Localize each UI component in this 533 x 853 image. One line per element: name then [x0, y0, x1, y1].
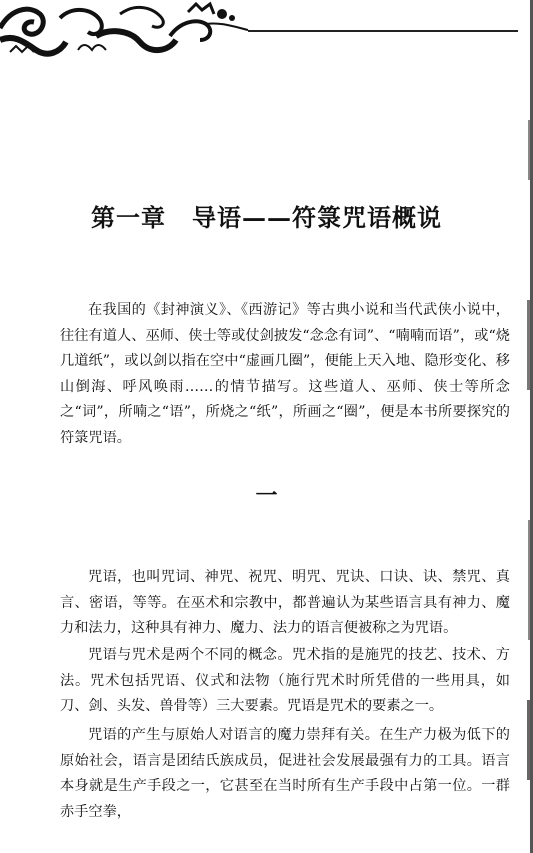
header-rule — [248, 30, 518, 32]
chapter-title — [0, 198, 533, 233]
section-marker: 一 — [255, 483, 278, 509]
chapter-number: 第一章 — [91, 203, 166, 233]
intro-paragraph: 在我国的《封神演义》、《西游记》等古典小说和当代武侠小说中，往往有道人、巫师、侠士等或仗剑披发“念念有词”、“喃喃而语”，或“烧几道纸”，或以剑以指在空中“虚画几圈”，便能上天入地、隐形变化、移山倒海、呼风唤雨……的情节描写。这些道人、巫师、侠士等所念之“词”，所喃之“语”，所烧之“纸”，所画之“圈”，便是本书所要探究的符箓咒语。 — [60, 302, 510, 446]
body-paragraph: 咒语与咒术是两个不同的概念。咒术指的是施咒的技艺、技术、方法。咒术包括咒语、仪式和法物（施行咒术时所凭借的一些用具，如刀、剑、头发、兽骨等）三大要素。咒语是咒术的要素之一。 — [60, 647, 510, 714]
dragon-ornament-icon — [0, 0, 250, 60]
scan-edge-shadow — [525, 0, 533, 853]
body-paragraph: 咒语，也叫咒词、神咒、祝咒、明咒、咒诀、口诀、诀、禁咒、真言、密语，等等。在巫术和宗教中，都普遍认为某些语言具有神力、魔力和法力，这种具有神力、魔力、法力的语言便被称之为咒语。 — [60, 569, 510, 636]
chapter-title-text: 导语——符箓咒语概说 — [192, 203, 442, 233]
body-paragraph: 咒语的产生与原始人对语言的魔力崇拜有关。在生产力极为低下的原始社会，语言是团结氏族成员，促进社会发展最强有力的工具。语言本身就是生产手段之一，它甚至在当时所有生产手段中占第一位。一群赤手空拳， — [60, 727, 510, 820]
